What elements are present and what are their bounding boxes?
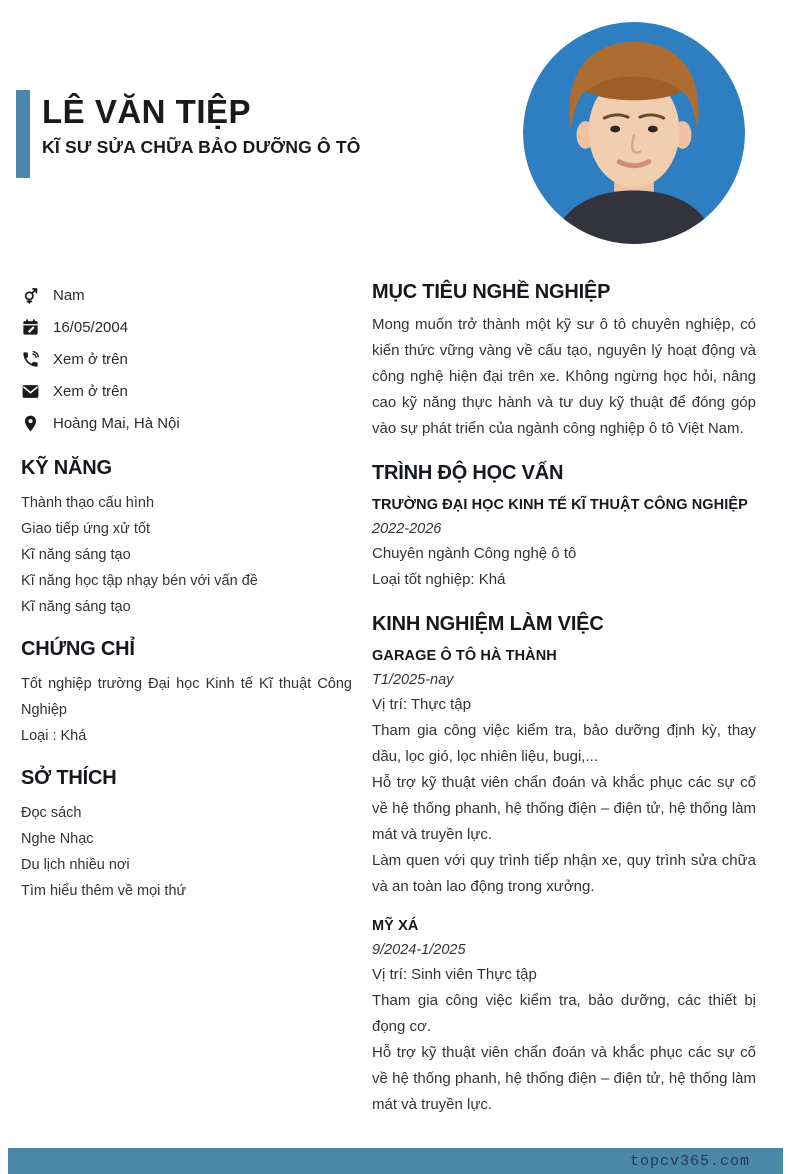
skill-item: Kĩ năng sáng tạo bbox=[21, 599, 131, 615]
contact-row-gender bbox=[21, 279, 352, 311]
contact-row-email bbox=[21, 375, 352, 407]
left-column bbox=[21, 279, 352, 904]
education-period: 2022-2026 bbox=[372, 521, 442, 537]
experience-section bbox=[372, 612, 756, 1118]
experience-detail: Làm quen với quy trình tiếp nhận xe, quy trình sửa chữa và an toàn lao động trong xưởng. bbox=[372, 852, 756, 895]
skill-item: Kĩ năng sáng tạo bbox=[21, 547, 131, 563]
footer-bar bbox=[8, 1148, 783, 1174]
experience-detail: Tham gia công việc kiểm tra, bảo dưỡng định kỳ, thay dầu, lọc gió, lọc nhiên liệu, bugi,... bbox=[372, 722, 756, 765]
experience-detail: Hỗ trợ kỹ thuật viên chẩn đoán và khắc phục các sự cố về hệ thống phanh, hệ thống điện – điện tử, hệ thống làm mát và truyền lực. bbox=[372, 774, 756, 843]
hobbies-section bbox=[21, 766, 352, 904]
experience-entry bbox=[372, 644, 756, 900]
certificate-grade: Loại : Khá bbox=[21, 728, 87, 744]
name-block bbox=[42, 94, 512, 158]
contact-value-gender: Nam bbox=[53, 286, 85, 304]
experience-position: Vị trí: Thực tập bbox=[372, 696, 471, 713]
education-section bbox=[372, 461, 756, 593]
experience-detail: Tham gia công việc kiểm tra, bảo dưỡng, các thiết bị đọng cơ. bbox=[372, 992, 756, 1035]
certificates-section bbox=[21, 637, 352, 749]
experience-company: GARAGE Ô TÔ HÀ THÀNH bbox=[372, 648, 557, 664]
skill-item: Thành thạo cấu hình bbox=[21, 495, 155, 511]
certificate-text: Tốt nghiệp trường Đại học Kinh tế Kĩ thuật Công Nghiệp bbox=[21, 676, 352, 718]
education-heading: TRÌNH ĐỘ HỌC VẤN bbox=[372, 462, 564, 484]
skills-section bbox=[21, 456, 352, 620]
hobby-item: Nghe Nhạc bbox=[21, 831, 94, 847]
contact-value-address: Hoàng Mai, Hà Nội bbox=[53, 414, 180, 432]
footer-site-label: topcv365.com bbox=[629, 1152, 750, 1170]
skills-list bbox=[21, 490, 352, 620]
experience-period: T1/2025-nay bbox=[372, 672, 454, 688]
hobbies-list bbox=[21, 800, 352, 904]
hobbies-heading: SỞ THÍCH bbox=[21, 767, 117, 789]
contact-value-birthdate: 16/05/2004 bbox=[53, 318, 129, 336]
experience-company: MỸ XÁ bbox=[372, 918, 419, 934]
experience-entry bbox=[372, 914, 756, 1118]
education-major: Chuyên ngành Công nghệ ô tô bbox=[372, 545, 577, 562]
contact-row-address bbox=[21, 407, 352, 439]
objective-text: Mong muốn trở thành một kỹ sư ô tô chuyên nghiệp, có kiến thức vững vàng về cấu tạo, nguyên lý hoạt động và công nghệ hiện đại trên xe. Không ngừng học hỏi, nâng cao kỹ năng thực hành và tư duy kỹ thuật để đóng góp vào sự phát triển của ngành công nghiệp ô tô Việt Nam. bbox=[372, 316, 756, 437]
contact-list bbox=[21, 279, 352, 439]
objective-section bbox=[372, 280, 756, 442]
contact-value-email: Xem ở trên bbox=[53, 382, 128, 400]
experience-period: 9/2024-1/2025 bbox=[372, 942, 466, 958]
gender-icon bbox=[21, 286, 40, 305]
certificates-heading: CHỨNG CHỈ bbox=[21, 638, 135, 660]
education-school: TRƯỜNG ĐẠI HỌC KINH TẾ KĨ THUẬT CÔNG NGHIỆP bbox=[372, 497, 748, 513]
contact-row-phone bbox=[21, 343, 352, 375]
email-icon bbox=[21, 382, 40, 401]
hobby-item: Tìm hiểu thêm về mọi thứ bbox=[21, 883, 187, 899]
contact-row-birthdate bbox=[21, 311, 352, 343]
person-job-title: KĨ SƯ SỬA CHỮA BẢO DƯỠNG Ô TÔ bbox=[42, 137, 361, 158]
skill-item: Giao tiếp ứng xử tốt bbox=[21, 521, 151, 537]
objective-heading: MỤC TIÊU NGHỀ NGHIỆP bbox=[372, 281, 611, 303]
hobby-item: Du lịch nhiều nơi bbox=[21, 857, 130, 873]
contact-value-phone: Xem ở trên bbox=[53, 350, 128, 368]
experience-heading: KINH NGHIỆM LÀM VIỆC bbox=[372, 613, 604, 635]
right-column bbox=[372, 280, 756, 1118]
location-icon bbox=[21, 414, 40, 433]
hobby-item: Đọc sách bbox=[21, 805, 82, 821]
person-name: LÊ VĂN TIỆP bbox=[42, 93, 252, 130]
profile-photo bbox=[523, 22, 745, 244]
calendar-icon bbox=[21, 318, 40, 337]
education-grade: Loại tốt nghiệp: Khá bbox=[372, 571, 506, 588]
experience-detail: Hỗ trợ kỹ thuật viên chẩn đoán và khắc phục các sự cố về hệ thống phanh, hệ thống điện – điện tử, hệ thống làm mát và truyền lực. bbox=[372, 1044, 756, 1113]
experience-position: Vị trí: Sinh viên Thực tập bbox=[372, 966, 537, 983]
skills-heading: KỸ NĂNG bbox=[21, 457, 112, 479]
education-entry bbox=[372, 493, 756, 593]
skill-item: Kĩ năng học tập nhạy bén với vấn đề bbox=[21, 573, 258, 589]
profile-photo-illustration bbox=[523, 22, 745, 244]
accent-bar bbox=[16, 90, 30, 178]
phone-icon bbox=[21, 350, 40, 369]
